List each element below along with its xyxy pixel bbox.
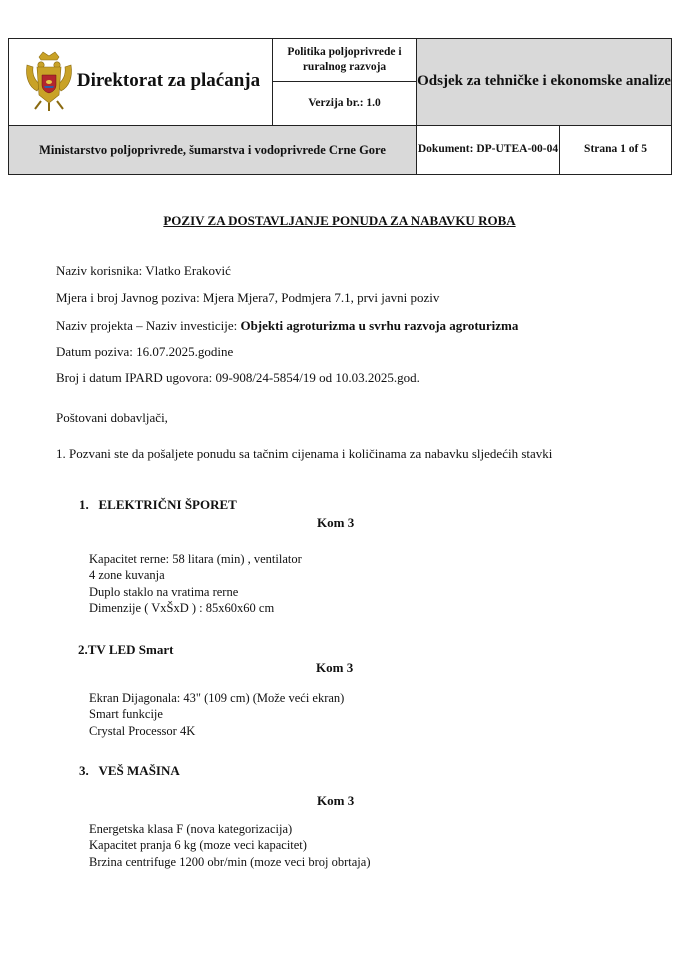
- spec-line: Kapacitet rerne: 58 litara (min) , ventilator: [89, 552, 302, 566]
- greeting: Poštovani dobavljači,: [56, 410, 168, 425]
- intro-paragraph: 1. Pozvani ste da pošaljete ponudu sa tačnim cijenama i količinama za nabavku sljedećih stavki: [56, 446, 553, 461]
- ministry-cell: Ministarstvo poljoprivrede, šumarstva i vodoprivrede Crne Gore: [9, 125, 417, 174]
- item-3-specs: [89, 821, 371, 870]
- item-1-specs: [89, 551, 302, 616]
- item-1-heading: [79, 497, 237, 513]
- version-cell: Verzija br.: 1.0: [273, 82, 417, 125]
- project-label: Naziv projekta – Naziv investicije:: [56, 318, 241, 333]
- item-number: 3.: [79, 763, 89, 778]
- date-line: Datum poziva: 16.07.2025.godine: [56, 344, 234, 359]
- item-3-quantity: Kom 3: [317, 793, 355, 808]
- page-number-cell: Strana 1 of 5: [560, 125, 672, 174]
- item-name: TV LED Smart: [87, 642, 174, 657]
- project-name: Objekti agroturizma u svrhu razvoja agroturizma: [240, 318, 519, 333]
- item-2-quantity: Kom 3: [316, 660, 354, 675]
- project-line: [56, 318, 518, 334]
- department-cell: Odsjek za tehničke i ekonomske analize: [417, 39, 672, 126]
- directorate-title: [9, 39, 273, 126]
- policy-cell: Politika poljoprivrede i ruralnog razvoja: [273, 39, 417, 82]
- item-2-specs: [89, 690, 344, 739]
- directorate-name: Direktorat za plaćanja: [76, 70, 261, 92]
- item-number: 2.: [78, 642, 88, 657]
- measure-line: Mjera i broj Javnog poziva: Mjera Mjera7, Podmjera 7.1, prvi javni poziv: [56, 290, 440, 305]
- spec-line: Kapacitet pranja 6 kg (moze veci kapacitet): [89, 838, 307, 853]
- item-name: VEŠ MAŠINA: [98, 763, 180, 778]
- page-title: POZIV ZA DOSTAVLJANJE PONUDA ZA NABAVKU ROBA: [163, 213, 516, 228]
- spec-line: 4 zone kuvanja: [89, 568, 165, 583]
- beneficiary-line: Naziv korisnika: Vlatko Eraković: [56, 263, 231, 278]
- spec-line: Smart funkcije: [89, 707, 163, 722]
- coat-of-arms-icon: [23, 51, 75, 113]
- item-name: ELEKTRIČNI ŠPORET: [98, 497, 237, 512]
- item-1-quantity: Kom 3: [317, 515, 355, 530]
- contract-line: Broj i datum IPARD ugovora: 09-908/24-5854/19 od 10.03.2025.god.: [56, 370, 420, 385]
- spec-line: Energetska klasa F (nova kategorizacija): [89, 822, 293, 836]
- item-number: 1.: [79, 497, 89, 512]
- spec-line: Dimenzije ( VxŠxD ) : 85x60x60 cm: [89, 600, 275, 615]
- spec-line: Brzina centrifuge 1200 obr/min (moze veci broj obrtaja): [89, 854, 371, 869]
- document-id-cell: Dokument: DP-UTEA-00-04: [417, 125, 560, 174]
- item-3-heading: [79, 763, 180, 779]
- spec-line: Ekran Dijagonala: 43" (109 cm) (Može veći ekran): [89, 691, 345, 705]
- item-2-heading: [78, 642, 173, 658]
- spec-line: Duplo staklo na vratima rerne: [89, 584, 239, 599]
- document-header: [8, 38, 672, 175]
- spec-line: Crystal Processor 4K: [89, 723, 196, 738]
